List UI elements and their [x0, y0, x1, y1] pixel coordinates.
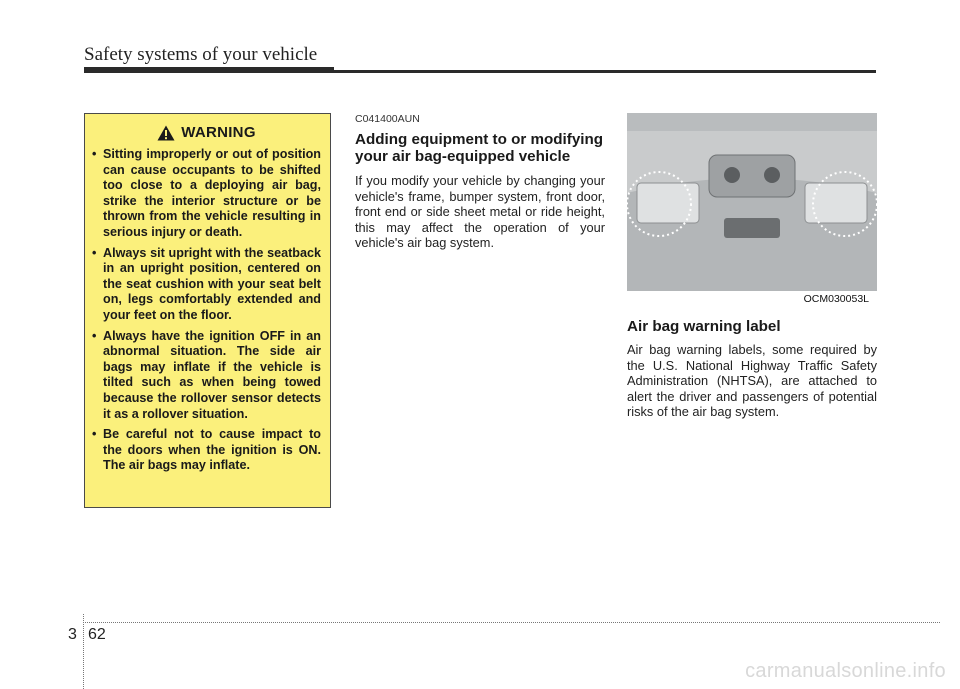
warning-heading	[92, 124, 321, 141]
section-title: Adding equipment to or modifying your air bag-equipped vehicle	[355, 131, 604, 165]
chapter-number: 3	[68, 626, 77, 643]
page-header-title: Safety systems of your vehicle	[84, 44, 318, 65]
warning-item: • Always sit upright with the seatback in an upright position, centered on the seat cushion with your seat belt on, legs comfortably extended and your feet on the floor.	[92, 246, 321, 324]
footer-divider	[83, 622, 940, 623]
warning-list	[92, 147, 321, 474]
sunvisor-illustration	[627, 113, 877, 308]
section-ref-code: C041400AUN	[355, 113, 420, 125]
label-section-title: Air bag warning label	[627, 318, 781, 335]
page-number: 62	[88, 626, 106, 643]
label-section-body: Air bag warning labels, some required by the U.S. National Highway Traffic Safety Administration (NHTSA), are attached to alert the driver and passengers of potential risks of the air bag system.	[627, 342, 877, 420]
warning-item: • Be careful not to cause impact to the doors when the ignition is ON. The air bags may inflate.	[92, 427, 321, 474]
warning-title: WARNING	[181, 124, 256, 141]
warning-triangle-icon	[157, 125, 175, 141]
warning-item: • Sitting improperly or out of position can cause occupants to be shifted too close to a deploying air bag, strike the interior structure or be thrown from the vehicle resulting in serious injury or death.	[92, 147, 321, 241]
warning-label-section	[627, 113, 877, 420]
footer-vertical-divider	[83, 614, 84, 689]
section-body: If you modify your vehicle by changing your vehicle's frame, bumper system, front door, front end or side sheet metal or ride height, this may affect the operation of your vehicle's air bag system.	[355, 173, 605, 251]
figure-caption: OCM030053L	[803, 293, 869, 305]
warning-box	[84, 113, 331, 508]
header-rule	[84, 70, 876, 73]
modification-section	[355, 113, 605, 251]
warning-item: • Always have the ignition OFF in an abnormal situation. The side air bags may inflate if the vehicle is tilted such as when being towed because the rollover sensor detects it as a rollover situation.	[92, 329, 321, 423]
watermark: carmanualsonline.info	[745, 660, 946, 682]
sunvisor-figure	[627, 113, 877, 308]
